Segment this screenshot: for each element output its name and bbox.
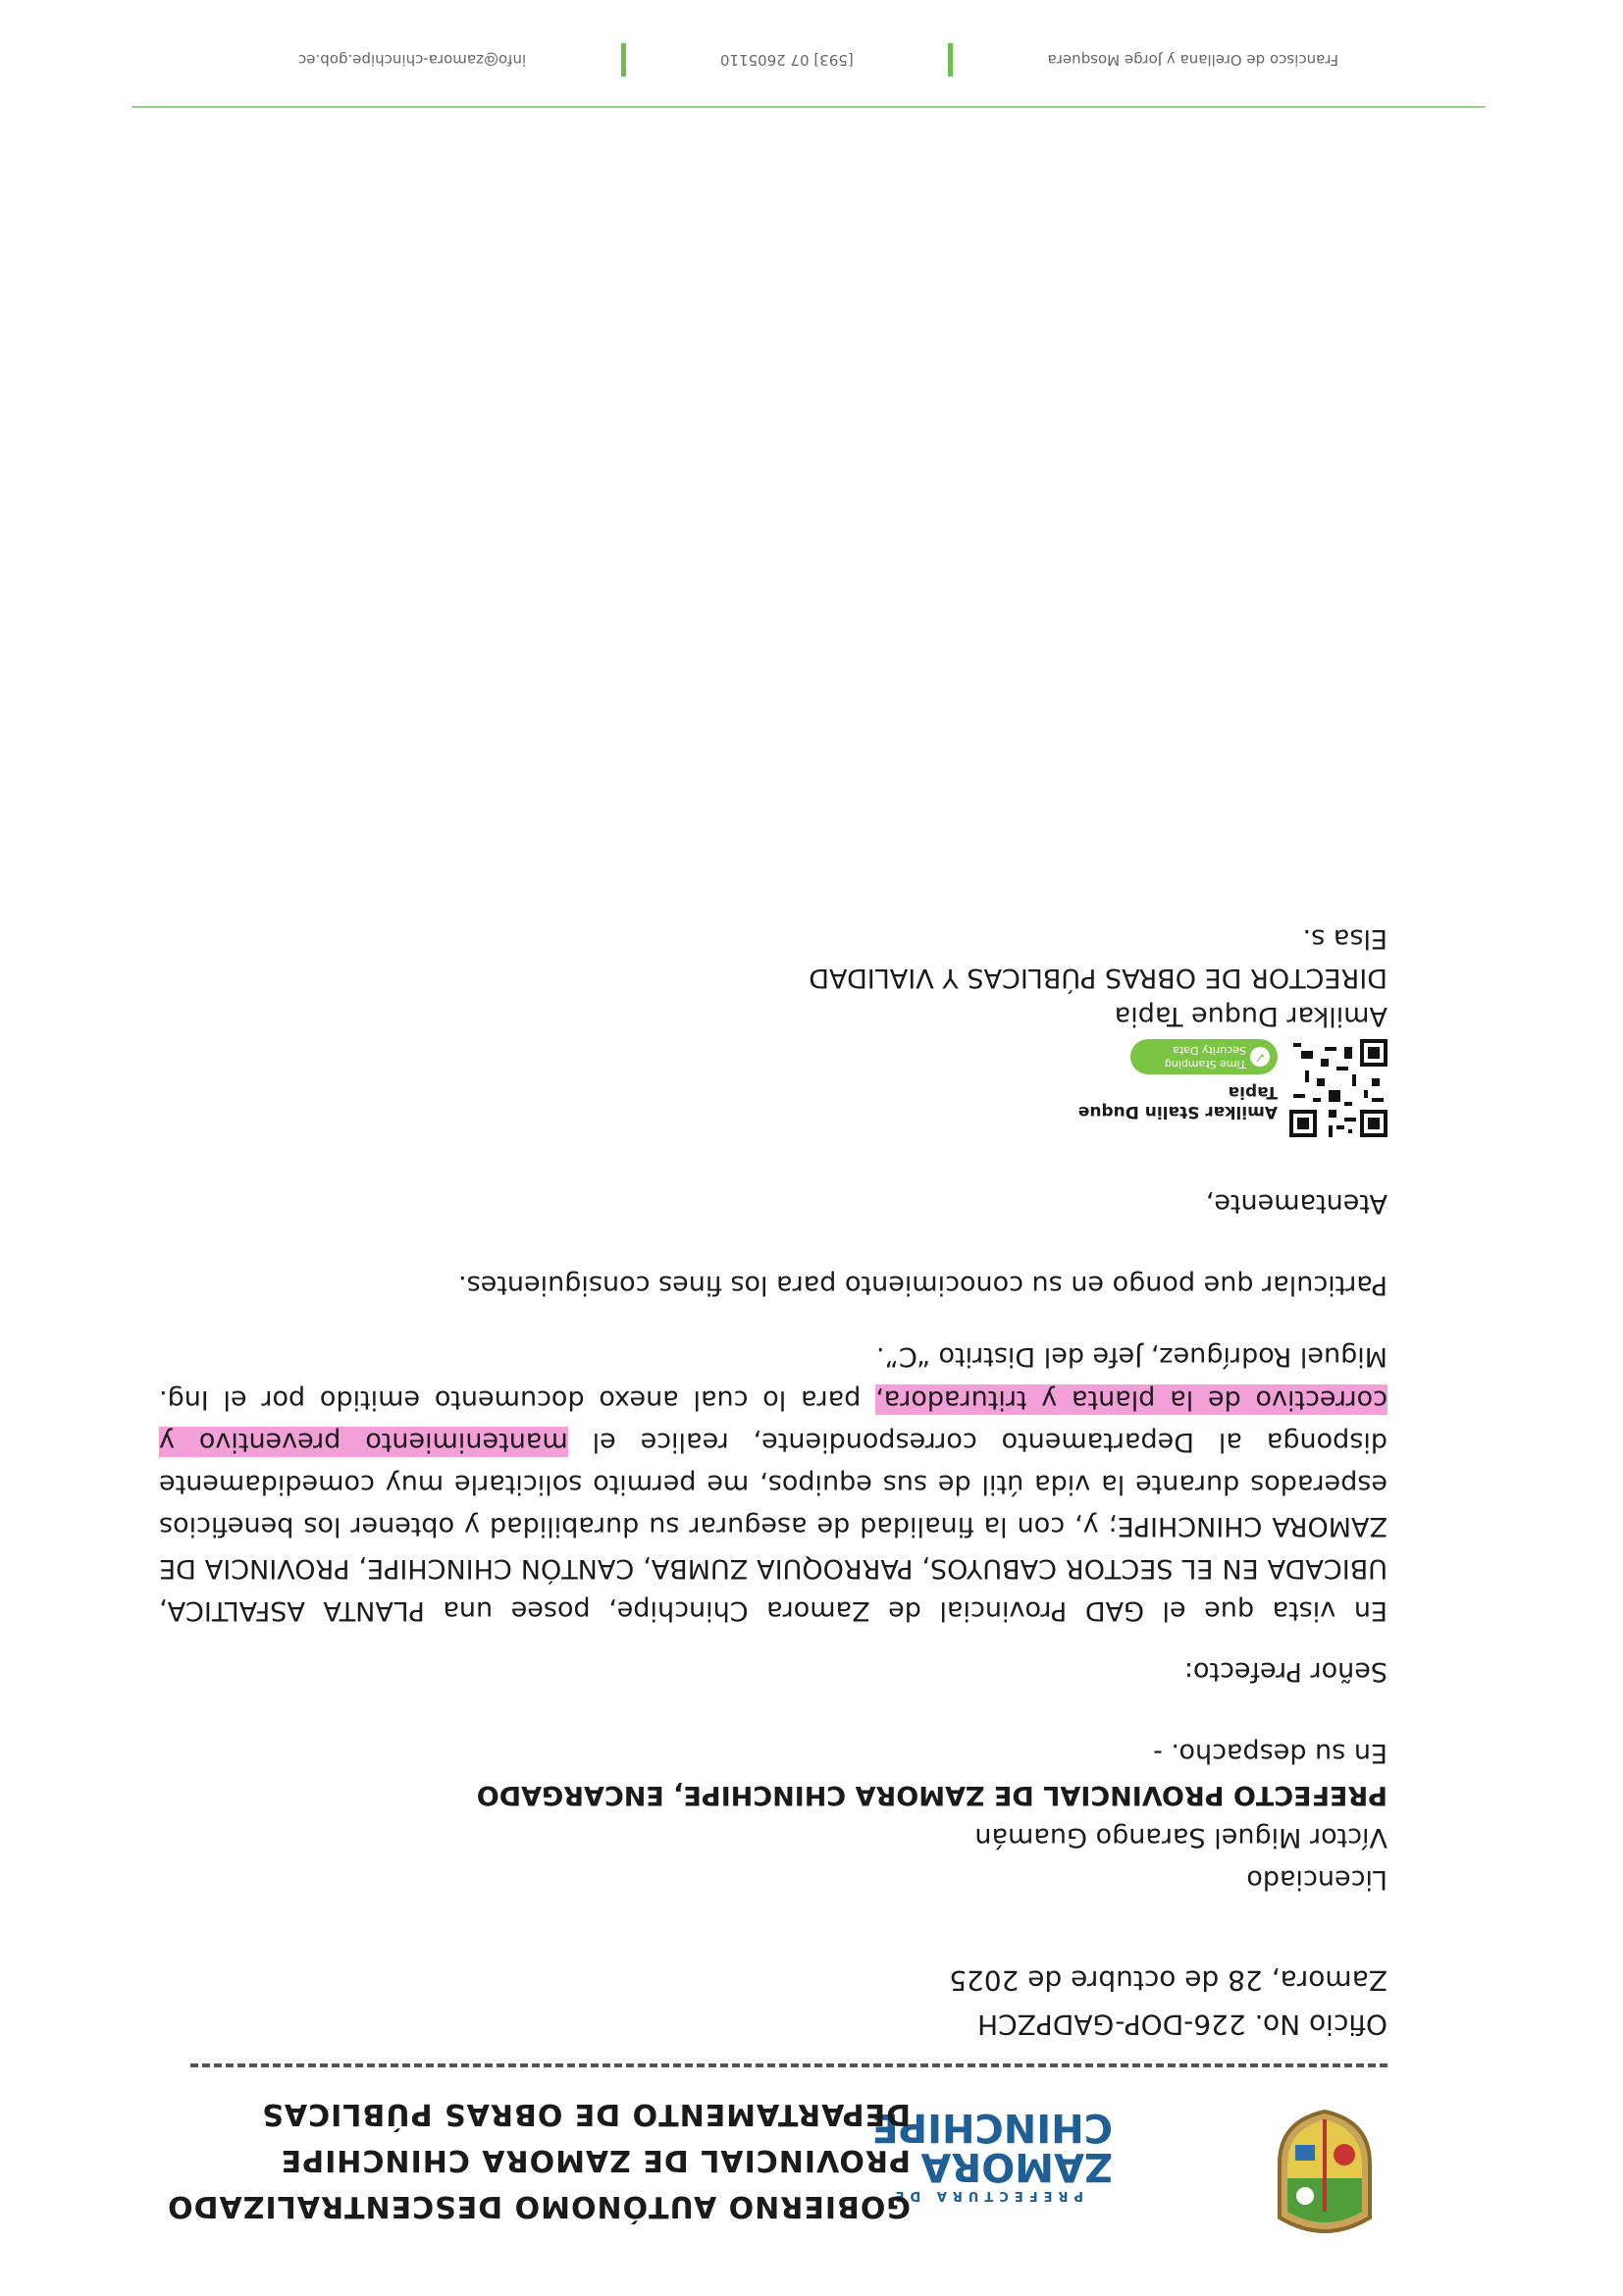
org-line: DEPARTAMENTO DE OBRAS PÚBLICAS [261,2097,911,2131]
brand-name-line2: CHINCHIPE [871,2105,1113,2150]
recipient-block [159,1732,1387,1902]
electronic-signature [159,1035,1387,1143]
org-line: GOBIERNO AUTÓNOMO DESCENTRALIZADO [167,2189,911,2223]
signer-name: Amilkar Duque Tapia [1114,1000,1387,1031]
letter-body [159,919,1387,2046]
qr-code-icon [1289,1039,1387,1137]
recipient-name: Víctor Miguel Sarango Guamán [974,1822,1387,1853]
salutation: Señor Prefecto: [1183,1655,1387,1687]
highlighted-text: mantenimiento preventivo y correctivo de la planta y trituradora, [159,1383,1387,1457]
signature-holder-line: Amilkar Stalin Duque [1077,1101,1278,1122]
brand-name-line1: ZAMORA [920,2144,1113,2189]
body-text: para lo cual anexo documento emitido por el Ing. Miguel Rodríguez, Jefe del Distrito “C”. [159,1341,1387,1415]
header-divider [190,2063,1387,2067]
signer-block [159,919,1387,1034]
brand-prefix: PREFECTURA DE [889,2188,1083,2203]
org-line: PROVINCIAL DE ZAMORA CHINCHIPE [280,2143,911,2177]
footer-separator [948,43,953,77]
footer-email: info@zamora-chinchipe.gob.ec [298,51,527,69]
coat-of-arms-icon [1272,2110,1378,2237]
recipient-role: PREFECTO PROVINCIAL DE ZAMORA CHINCHIPE, ENCARGADO [476,1780,1387,1811]
typist-initials: Elsa s. [1302,923,1387,955]
timestamp-badge-line: Security Data [1173,1043,1246,1057]
body-text: En vista que el GAD Provincial de Zamora Chinchipe, posee una PLANTA ASFALTICA, UBICADA EN EL SECTOR CABUYOS, PARROQUIA ZUMBA, CANTÓN CHINCHIPE, PROVINCIA DE ZAMORA CHINCHIPE; y, con la finalidad de asegurar su durabilidad y obtener los beneficios esperados durante la vida útil de sus equipos, me permito solicitarle muy comedidamente disponga al Departamento correspondiente, realice el [159,1426,1387,1627]
signature-holder [1078,1082,1278,1122]
checkmark-icon: ✓ [1250,1047,1270,1067]
footer-divider [131,106,1486,108]
timestamp-badge [1130,1039,1278,1074]
footer-separator [621,43,626,77]
footer-address: Francisco de Orellana y Jorge Mosquera [1047,51,1338,69]
letterhead [0,2070,1623,2296]
body-paragraph [159,1335,1387,1632]
recipient-place: En su despacho. - [1153,1737,1387,1768]
footer-phone: [593] 07 2605110 [719,51,854,69]
letter-date: Zamora, 28 de octubre de 2025 [949,1964,1387,1998]
signature-holder-line: Tapia [1228,1081,1278,1102]
organization-name [165,2091,911,2229]
closing-paragraph: Particular que pongo en su conocimiento para los fines consiguientes. [458,1270,1387,1301]
timestamp-badge-line: Time Stamping [1164,1057,1246,1070]
footer [298,43,1338,77]
signer-role: DIRECTOR DE OBRAS PÚBLICAS Y VIALIDAD [809,962,1387,993]
valediction: Atentamente, [1205,1187,1387,1219]
reference-number: Oficio No. 226-DOP-GADPZCH [977,2009,1387,2041]
recipient-title: Licenciado [1246,1864,1387,1896]
